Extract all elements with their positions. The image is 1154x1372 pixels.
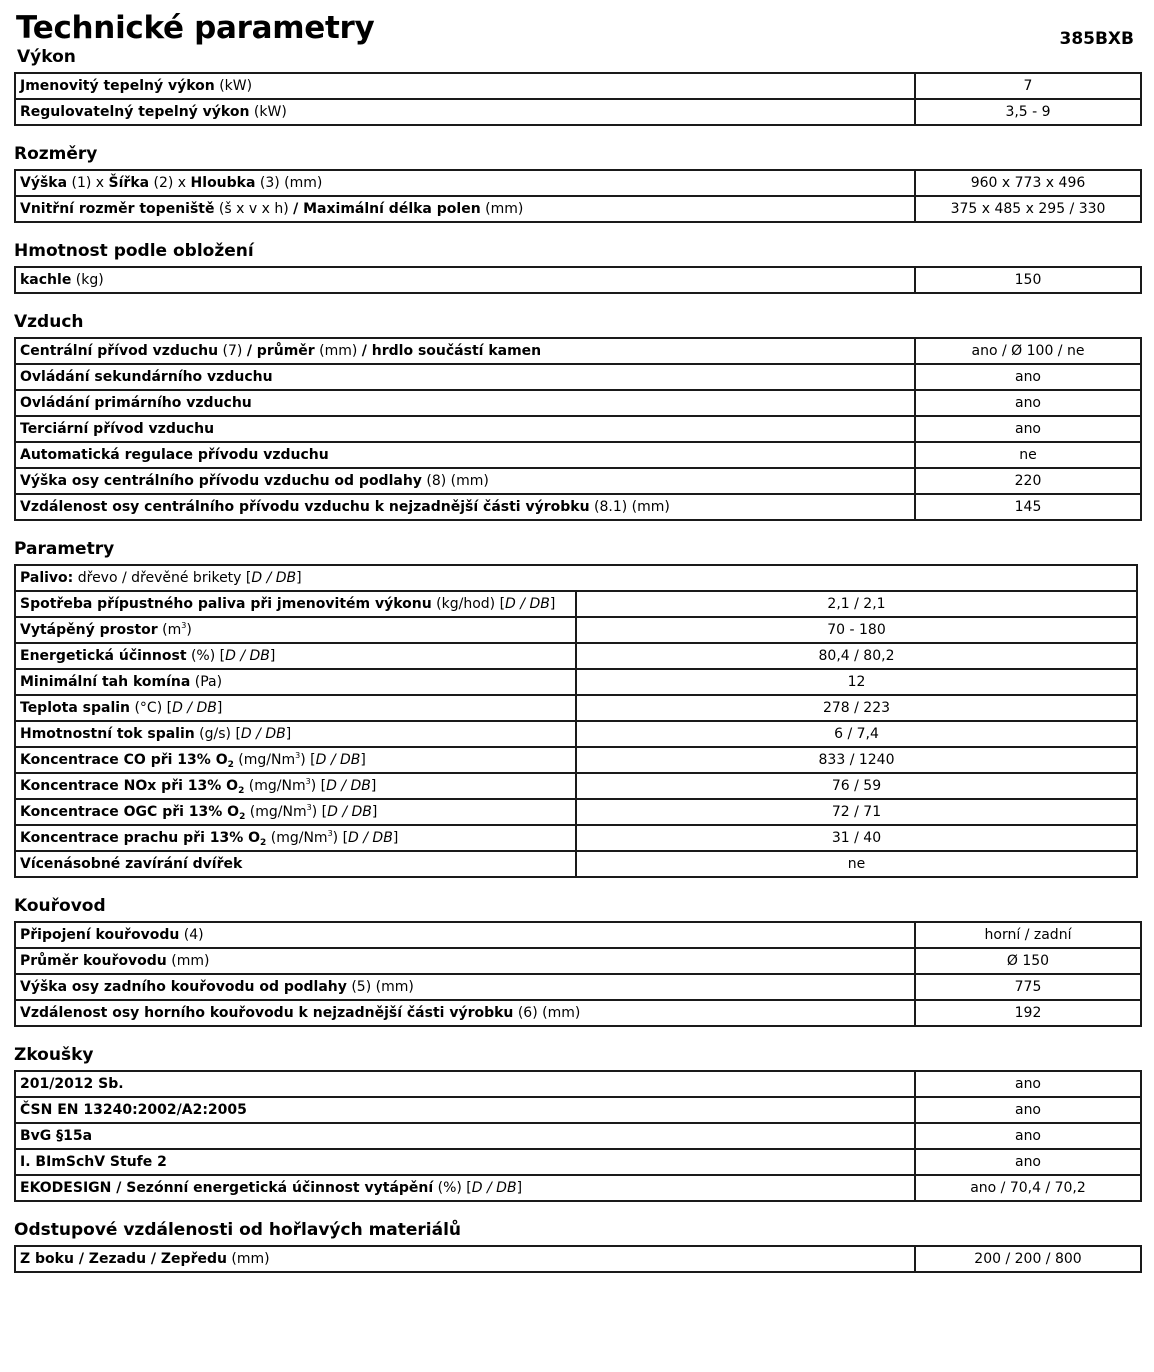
- label-segment: (kg): [71, 272, 104, 288]
- label-segment: Vytápěný prostor: [20, 622, 158, 638]
- spec-label: [15, 1123, 915, 1149]
- label-segment: 2: [238, 786, 245, 796]
- section-title: Rozměry: [14, 144, 98, 164]
- spec-table: [14, 921, 1142, 1027]
- label-segment: 3: [306, 803, 312, 812]
- label-segment: (kW): [214, 78, 253, 94]
- spec-value: ne: [915, 442, 1141, 468]
- label-segment: I. BImSchV Stufe 2: [20, 1154, 167, 1170]
- table-row: [15, 494, 1141, 520]
- label-segment: ]: [285, 726, 292, 742]
- spec-label: [15, 170, 915, 196]
- label-segment: D / DB: [225, 648, 270, 664]
- spec-value: ano: [915, 416, 1141, 442]
- spec-table: [14, 169, 1142, 223]
- spec-table: [14, 1070, 1142, 1202]
- spec-label: [15, 617, 576, 643]
- label-segment: Vícenásobné zavírání dvířek: [20, 856, 243, 872]
- label-segment: ) [: [311, 804, 328, 820]
- spec-value: 960 x 773 x 496: [915, 170, 1141, 196]
- section-title: Hmotnost podle obložení: [14, 241, 254, 261]
- label-segment: (kW): [249, 104, 287, 120]
- spec-label: [15, 851, 576, 877]
- label-segment: Automatická regulace přívodu vzduchu: [20, 447, 329, 463]
- label-segment: ]: [371, 804, 378, 820]
- label-segment: ) [: [310, 778, 327, 794]
- table-row: [15, 1000, 1141, 1026]
- label-segment: Vzdálenost osy horního kouřovodu k nejzadnější části výrobku: [20, 1005, 514, 1021]
- spec-value: horní / zadní: [915, 922, 1141, 948]
- table-row: [15, 170, 1141, 196]
- spec-value: 6 / 7,4: [576, 721, 1137, 747]
- label-segment: Hmotnostní tok spalin: [20, 726, 195, 742]
- model-code: 385BXB: [1059, 29, 1134, 49]
- label-segment: (7): [218, 343, 247, 359]
- label-segment: kachle: [20, 272, 72, 288]
- label-segment: EKODESIGN / Sezónní energetická účinnost vytápění: [20, 1180, 434, 1196]
- label-segment: (mm): [226, 1251, 270, 1267]
- spec-label: [15, 1000, 915, 1026]
- spec-value: 80,4 / 80,2: [576, 643, 1137, 669]
- label-segment: (mm): [314, 343, 362, 359]
- spec-label: [15, 468, 915, 494]
- spec-value: 375 x 485 x 295 / 330: [915, 196, 1141, 222]
- spec-value: 2,1 / 2,1: [576, 591, 1137, 617]
- spec-value: ano: [915, 1149, 1141, 1175]
- label-segment: (kg/hod) [: [431, 596, 506, 612]
- spec-value: ano / 70,4 / 70,2: [915, 1175, 1141, 1201]
- section-title: Vzduch: [14, 312, 84, 332]
- label-segment: (4): [179, 927, 204, 943]
- label-segment: (6) (mm): [513, 1005, 581, 1021]
- label-segment: D / DB: [471, 1180, 517, 1196]
- table-row: [15, 948, 1141, 974]
- label-segment: / Maximální délka polen: [293, 201, 481, 217]
- label-segment: / hrdlo součástí kamen: [361, 343, 542, 359]
- table-row: [15, 721, 1137, 747]
- label-segment: ]: [216, 700, 223, 716]
- spec-value: 200 / 200 / 800: [915, 1246, 1141, 1272]
- spec-value: 220: [915, 468, 1141, 494]
- label-segment: Terciární přívod vzduchu: [20, 421, 215, 437]
- label-segment: Šířka: [108, 175, 150, 191]
- section-title: Parametry: [14, 539, 115, 559]
- label-segment: (Pa): [190, 674, 223, 690]
- spec-table: [14, 266, 1142, 294]
- label-segment: Průměr kouřovodu: [20, 953, 167, 969]
- label-segment: (g/s) [: [194, 726, 241, 742]
- label-segment: (%) [: [186, 648, 226, 664]
- label-segment: D / DB: [315, 752, 361, 768]
- page-title: Technické parametry: [16, 10, 375, 46]
- label-segment: (mm): [480, 201, 524, 217]
- spec-value: 192: [915, 1000, 1141, 1026]
- label-segment: (1) x: [67, 175, 109, 191]
- table-row: [15, 617, 1137, 643]
- label-segment: Koncentrace prachu při 13% O: [20, 830, 261, 846]
- spec-value: 833 / 1240: [576, 747, 1137, 773]
- spec-label: [15, 390, 915, 416]
- label-segment: Hloubka: [190, 175, 256, 191]
- label-segment: BvG §15a: [20, 1128, 93, 1144]
- spec-value: ano: [915, 390, 1141, 416]
- label-segment: 2: [227, 760, 234, 770]
- label-segment: Koncentrace OGC při 13% O: [20, 804, 240, 820]
- table-row: [15, 390, 1141, 416]
- label-segment: Minimální tah komína: [20, 674, 191, 690]
- spec-label: [15, 643, 576, 669]
- label-segment: D / DB: [327, 804, 372, 820]
- spec-label: [15, 825, 576, 851]
- label-segment: Palivo:: [20, 570, 74, 586]
- spec-label: [15, 416, 915, 442]
- label-segment: ]: [516, 1180, 523, 1196]
- table-row: [15, 442, 1141, 468]
- table-row: [15, 196, 1141, 222]
- spec-label: [15, 922, 915, 948]
- label-segment: Z boku / Zezadu / Zepředu: [20, 1251, 227, 1267]
- label-segment: 2: [239, 812, 246, 822]
- spec-value: 3,5 - 9: [915, 99, 1141, 125]
- label-segment: Výška osy zadního kouřovodu od podlahy: [20, 979, 347, 995]
- spec-value: ano: [915, 1097, 1141, 1123]
- label-segment: ČSN EN 13240:2002/A2:2005: [20, 1102, 247, 1118]
- label-segment: 3: [305, 777, 311, 786]
- table-row: [15, 669, 1137, 695]
- label-segment: ]: [549, 596, 556, 612]
- spec-value: ano: [915, 364, 1141, 390]
- label-segment: 3: [295, 751, 301, 760]
- label-segment: D / DB: [251, 570, 297, 586]
- label-segment: D / DB: [348, 830, 393, 846]
- spec-label: [15, 1071, 915, 1097]
- spec-label: [15, 494, 915, 520]
- spec-value: 145: [915, 494, 1141, 520]
- label-segment: (8) (mm): [421, 473, 489, 489]
- table-row: [15, 643, 1137, 669]
- table-row: [15, 851, 1137, 877]
- label-segment: Centrální přívod vzduchu: [20, 343, 219, 359]
- section-title: Výkon: [17, 47, 76, 67]
- label-segment: (mg/Nm: [266, 830, 328, 846]
- spec-value: 278 / 223: [576, 695, 1137, 721]
- spec-label: [15, 773, 576, 799]
- table-row: [15, 695, 1137, 721]
- spec-table: [14, 72, 1142, 126]
- spec-label: [15, 1149, 915, 1175]
- label-segment: D / DB: [505, 596, 550, 612]
- spec-label: [15, 338, 915, 364]
- spec-value: ano / Ø 100 / ne: [915, 338, 1141, 364]
- spec-label: [15, 1097, 915, 1123]
- table-row: [15, 747, 1137, 773]
- spec-value: 31 / 40: [576, 825, 1137, 851]
- label-segment: (š x v x h): [214, 201, 294, 217]
- spec-value: 12: [576, 669, 1137, 695]
- section-title: Zkoušky: [14, 1045, 94, 1065]
- label-segment: (5) (mm): [346, 979, 414, 995]
- label-segment: ): [186, 622, 192, 638]
- label-segment: ]: [370, 778, 377, 794]
- spec-label: [15, 695, 576, 721]
- spec-value: ne: [576, 851, 1137, 877]
- spec-value: 7: [915, 73, 1141, 99]
- table-row: [15, 922, 1141, 948]
- table-row: [15, 1123, 1141, 1149]
- label-segment: dřevo / dřevěné brikety [: [73, 570, 252, 586]
- label-segment: (mg/Nm: [245, 804, 307, 820]
- section-title: Odstupové vzdálenosti od hořlavých materiálů: [14, 1220, 462, 1240]
- table-row: [15, 364, 1141, 390]
- spec-table: [14, 564, 1138, 878]
- spec-label: [15, 442, 915, 468]
- label-segment: (mg/Nm: [233, 752, 296, 768]
- label-segment: (mm): [166, 953, 210, 969]
- label-segment: (mg/Nm: [244, 778, 306, 794]
- spec-value: 70 - 180: [576, 617, 1137, 643]
- spec-label: [15, 267, 915, 293]
- spec-value: 150: [915, 267, 1141, 293]
- label-segment: Regulovatelný tepelný výkon: [20, 104, 250, 120]
- spec-label: [15, 1175, 915, 1201]
- spec-value: 76 / 59: [576, 773, 1137, 799]
- spec-label: [15, 591, 576, 617]
- spec-label: [15, 747, 576, 773]
- label-segment: Připojení kouřovodu: [20, 927, 180, 943]
- spec-value: ano: [915, 1071, 1141, 1097]
- table-row: [15, 1246, 1141, 1272]
- label-segment: Výška: [20, 175, 68, 191]
- table-row: [15, 73, 1141, 99]
- label-segment: Energetická účinnost: [20, 648, 187, 664]
- section-title: Kouřovod: [14, 896, 106, 916]
- spec-sections: [14, 46, 1138, 1290]
- table-row: [15, 338, 1141, 364]
- spec-label: [15, 799, 576, 825]
- label-segment: Vzdálenost osy centrálního přívodu vzduchu k nejzadnější části výrobku: [20, 499, 590, 515]
- spec-value: 72 / 71: [576, 799, 1137, 825]
- spec-label: [15, 565, 1137, 591]
- spec-label: [15, 974, 915, 1000]
- label-segment: 3: [327, 829, 333, 838]
- spec-label: [15, 364, 915, 390]
- spec-label: [15, 948, 915, 974]
- label-segment: Jmenovitý tepelný výkon: [20, 78, 215, 94]
- table-row: [15, 468, 1141, 494]
- label-segment: ) [: [300, 752, 316, 768]
- table-row: [15, 416, 1141, 442]
- label-segment: ) [: [332, 830, 349, 846]
- table-row: [15, 1175, 1141, 1201]
- label-segment: Koncentrace NOx při 13% O: [20, 778, 239, 794]
- table-row: [15, 974, 1141, 1000]
- label-segment: Koncentrace CO při 13% O: [20, 752, 228, 768]
- label-segment: Ovládání primárního vzduchu: [20, 395, 252, 411]
- label-segment: D / DB: [326, 778, 371, 794]
- label-segment: Výška osy centrálního přívodu vzduchu od podlahy: [20, 473, 422, 489]
- label-segment: D / DB: [172, 700, 217, 716]
- table-row: [15, 565, 1137, 591]
- label-segment: D / DB: [240, 726, 286, 742]
- spec-value: ano: [915, 1123, 1141, 1149]
- spec-label: [15, 721, 576, 747]
- label-segment: 2: [260, 838, 267, 848]
- label-segment: Vnitřní rozměr topeniště: [20, 201, 215, 217]
- spec-value: 775: [915, 974, 1141, 1000]
- spec-table: [14, 337, 1142, 521]
- spec-table: [14, 1245, 1142, 1273]
- spec-label: [15, 196, 915, 222]
- spec-label: [15, 73, 915, 99]
- label-segment: (°C) [: [130, 700, 173, 716]
- label-segment: (3) (mm): [255, 175, 323, 191]
- table-row: [15, 825, 1137, 851]
- label-segment: / průměr: [246, 343, 315, 359]
- spec-label: [15, 1246, 915, 1272]
- label-segment: Spotřeba přípustného paliva při jmenovitém výkonu: [20, 596, 432, 612]
- table-row: [15, 1097, 1141, 1123]
- label-segment: ]: [392, 830, 399, 846]
- table-row: [15, 267, 1141, 293]
- table-row: [15, 1071, 1141, 1097]
- label-segment: (8.1) (mm): [589, 499, 670, 515]
- label-segment: (m: [157, 622, 182, 638]
- table-row: [15, 799, 1137, 825]
- spec-value: Ø 150: [915, 948, 1141, 974]
- table-row: [15, 591, 1137, 617]
- label-segment: Ovládání sekundárního vzduchu: [20, 369, 273, 385]
- label-segment: 3: [181, 621, 187, 630]
- table-row: [15, 99, 1141, 125]
- spec-label: [15, 669, 576, 695]
- label-segment: 201/2012 Sb.: [20, 1076, 124, 1092]
- label-segment: ]: [360, 752, 366, 768]
- label-segment: ]: [269, 648, 276, 664]
- label-segment: (%) [: [433, 1180, 472, 1196]
- table-row: [15, 773, 1137, 799]
- label-segment: ]: [296, 570, 302, 586]
- spec-label: [15, 99, 915, 125]
- label-segment: Teplota spalin: [20, 700, 131, 716]
- table-row: [15, 1149, 1141, 1175]
- label-segment: (2) x: [149, 175, 191, 191]
